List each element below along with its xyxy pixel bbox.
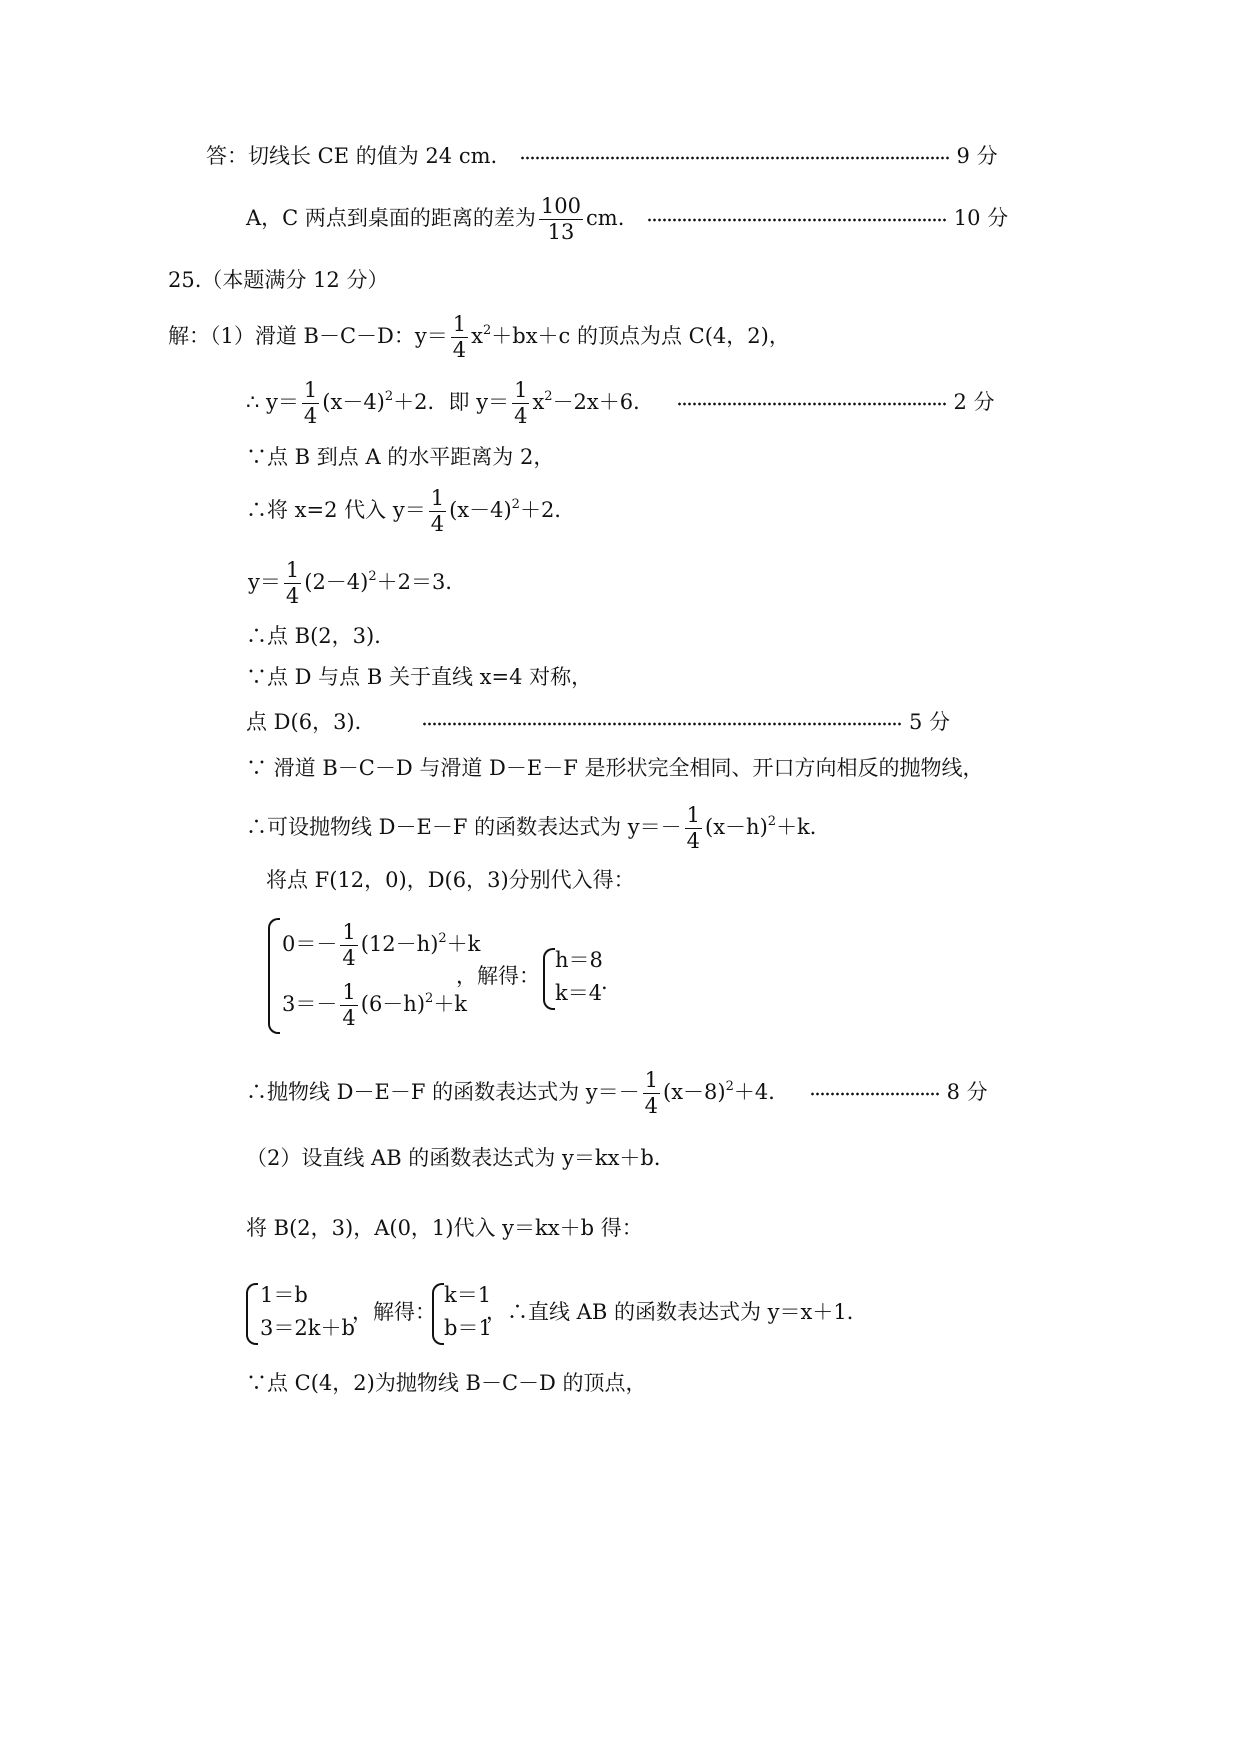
fraction: [302, 380, 319, 427]
fraction-denominator: 4: [303, 404, 318, 428]
solution-line-10: [246, 805, 831, 852]
fraction: [685, 805, 702, 852]
solve-label: ，解得：: [456, 964, 540, 988]
fraction: [340, 922, 357, 969]
solution-text: －2x＋6．: [552, 390, 655, 414]
fraction-denominator: 4: [514, 404, 528, 428]
fraction-denominator: 4: [430, 512, 445, 536]
fraction-denominator: 4: [342, 1006, 356, 1030]
fraction: [284, 560, 301, 607]
equation-text: ＋k: [433, 992, 468, 1016]
solution-text: ∴将 x=2 代入 y＝: [246, 498, 426, 522]
solution-line-6: ∴点 B(2，3)．: [246, 624, 396, 648]
exponent: 2: [368, 569, 377, 584]
solution-text: ∴ y＝: [246, 390, 299, 414]
exponent: 2: [725, 1079, 734, 1094]
variable: x: [471, 324, 483, 348]
exponent: 2: [767, 814, 777, 829]
solution-text: ∴可设抛物线 D－E－F 的函数表达式为 y＝－: [246, 815, 682, 839]
score-label: 10 分: [953, 206, 1009, 230]
exponent: 2: [482, 323, 492, 338]
equation-brace: [543, 948, 555, 1010]
solution-line-5: [248, 560, 466, 607]
equation-row: 3＝2k＋b: [260, 1316, 355, 1340]
expression: (12－h): [360, 932, 439, 956]
answer-text: A，C 两点到桌面的距离的差为: [246, 206, 536, 230]
fraction: [429, 488, 446, 535]
fraction-denominator: 4: [686, 829, 701, 853]
expression: (2－4): [304, 570, 369, 594]
exponent: 2: [384, 389, 394, 404]
fraction-numerator: 1: [342, 920, 356, 944]
fraction-denominator: 4: [452, 338, 467, 362]
solution-value: k＝4: [555, 981, 603, 1005]
expression: (x－4): [449, 498, 512, 522]
fraction-numerator: 1: [285, 558, 300, 582]
equation-row: 1＝b: [260, 1283, 308, 1307]
solution-value: k＝1: [444, 1283, 492, 1307]
period: .: [601, 970, 608, 994]
solution-line-2: [246, 380, 995, 427]
solution-line-9: ∵ 滑道 B－C－D 与滑道 D－E－F 是形状完全相同、开口方向相反的抛物线，: [246, 756, 984, 780]
solution-line-4: [246, 488, 575, 535]
expression: (x－8): [663, 1080, 726, 1104]
solution-text: ＋2．: [519, 498, 576, 522]
solution-line-8: [246, 712, 950, 733]
leader-dots: [520, 155, 950, 161]
leader-dots: [647, 217, 947, 223]
leader-dots: [677, 401, 947, 407]
question-heading: 25.（本题满分 12 分）: [168, 268, 389, 292]
solution-line-13: （2）设直线 AB 的函数表达式为 y＝kx＋b．: [246, 1146, 675, 1170]
solution-value: b＝1: [444, 1316, 492, 1340]
equation-row: [282, 922, 480, 969]
fraction: [340, 982, 357, 1029]
fraction-numerator: 1: [430, 486, 445, 510]
exponent: 2: [544, 389, 553, 404]
solution-text: y＝: [248, 570, 281, 594]
conclusion-text: ，∴直线 AB 的函数表达式为 y＝x＋1．: [486, 1300, 868, 1324]
exponent: 2: [425, 991, 434, 1006]
solution-text: 点 D(6，3)．: [246, 710, 376, 734]
fraction-numerator: 1: [303, 378, 318, 402]
fraction-numerator: 1: [686, 803, 701, 827]
solve-label: ，解得：: [352, 1300, 436, 1324]
solution-line-15: ∵点 C(4，2)为抛物线 B－C－D 的顶点，: [246, 1371, 647, 1395]
equation-row: [282, 982, 467, 1029]
score-label: 9 分: [956, 144, 998, 168]
solution-text: ＋k．: [776, 815, 831, 839]
solution-line-11: 将点 F(12，0)，D(6，3)分别代入得：: [266, 868, 635, 892]
expression: (x－4): [322, 390, 385, 414]
expression: (6－h): [360, 992, 426, 1016]
fraction-numerator: 100: [540, 194, 582, 218]
solution-text: ＋2．即 y＝: [393, 390, 510, 414]
fraction-numerator: 1: [452, 312, 467, 336]
unit-text: cm.: [586, 206, 625, 230]
solution-text: ＋4．: [733, 1080, 790, 1104]
solution-line-12: [246, 1070, 988, 1117]
fraction: [451, 314, 468, 361]
solution-text: ∴抛物线 D－E－F 的函数表达式为 y＝－: [246, 1080, 640, 1104]
leader-dots: [810, 1091, 940, 1097]
solution-line-14: 将 B(2，3)，A(0，1)代入 y＝kx＋b 得：: [246, 1216, 643, 1240]
equation-brace: [268, 918, 280, 1034]
solution-line-7: ∵点 D 与点 B 关于直线 x=4 对称，: [246, 665, 593, 689]
fraction: [512, 380, 529, 427]
answer-line-distance: [246, 196, 1008, 243]
exponent: 2: [511, 497, 520, 512]
solution-line-1: [168, 314, 790, 361]
score-label: 5 分: [909, 710, 951, 734]
solution-text: ＋2＝3．: [376, 570, 467, 594]
answer-line-tangent: [206, 146, 998, 167]
exponent: 2: [438, 931, 447, 946]
expression: (x－h): [705, 815, 768, 839]
equation-text: ＋k: [446, 932, 481, 956]
fraction-denominator: 4: [285, 584, 300, 608]
score-label: 2 分: [953, 390, 995, 414]
solution-line-3: ∵点 B 到点 A 的水平距离为 2，: [246, 445, 555, 469]
solution-text: 解：（1）滑道 B－C－D：y＝: [168, 324, 448, 348]
score-label: 8 分: [946, 1080, 988, 1104]
equation-brace: [432, 1283, 444, 1345]
fraction-denominator: 4: [342, 946, 356, 970]
fraction-numerator: 1: [342, 980, 356, 1004]
variable: x: [532, 390, 545, 414]
fraction-denominator: 13: [547, 220, 575, 244]
answer-text: 答：切线长 CE 的值为 24 cm.: [206, 144, 498, 168]
solution-text: ＋bx＋c 的顶点为点 C(4，2)，: [491, 324, 790, 348]
fraction-denominator: 4: [644, 1094, 659, 1118]
equation-brace: [246, 1283, 258, 1345]
fraction: [539, 196, 583, 243]
solution-value: h＝8: [555, 948, 603, 972]
equation-text: 3＝－: [282, 992, 338, 1016]
fraction-numerator: 1: [644, 1068, 659, 1092]
fraction-numerator: 1: [514, 378, 528, 402]
fraction: [643, 1070, 660, 1117]
leader-dots: [422, 721, 902, 727]
equation-text: 0＝－: [282, 932, 338, 956]
